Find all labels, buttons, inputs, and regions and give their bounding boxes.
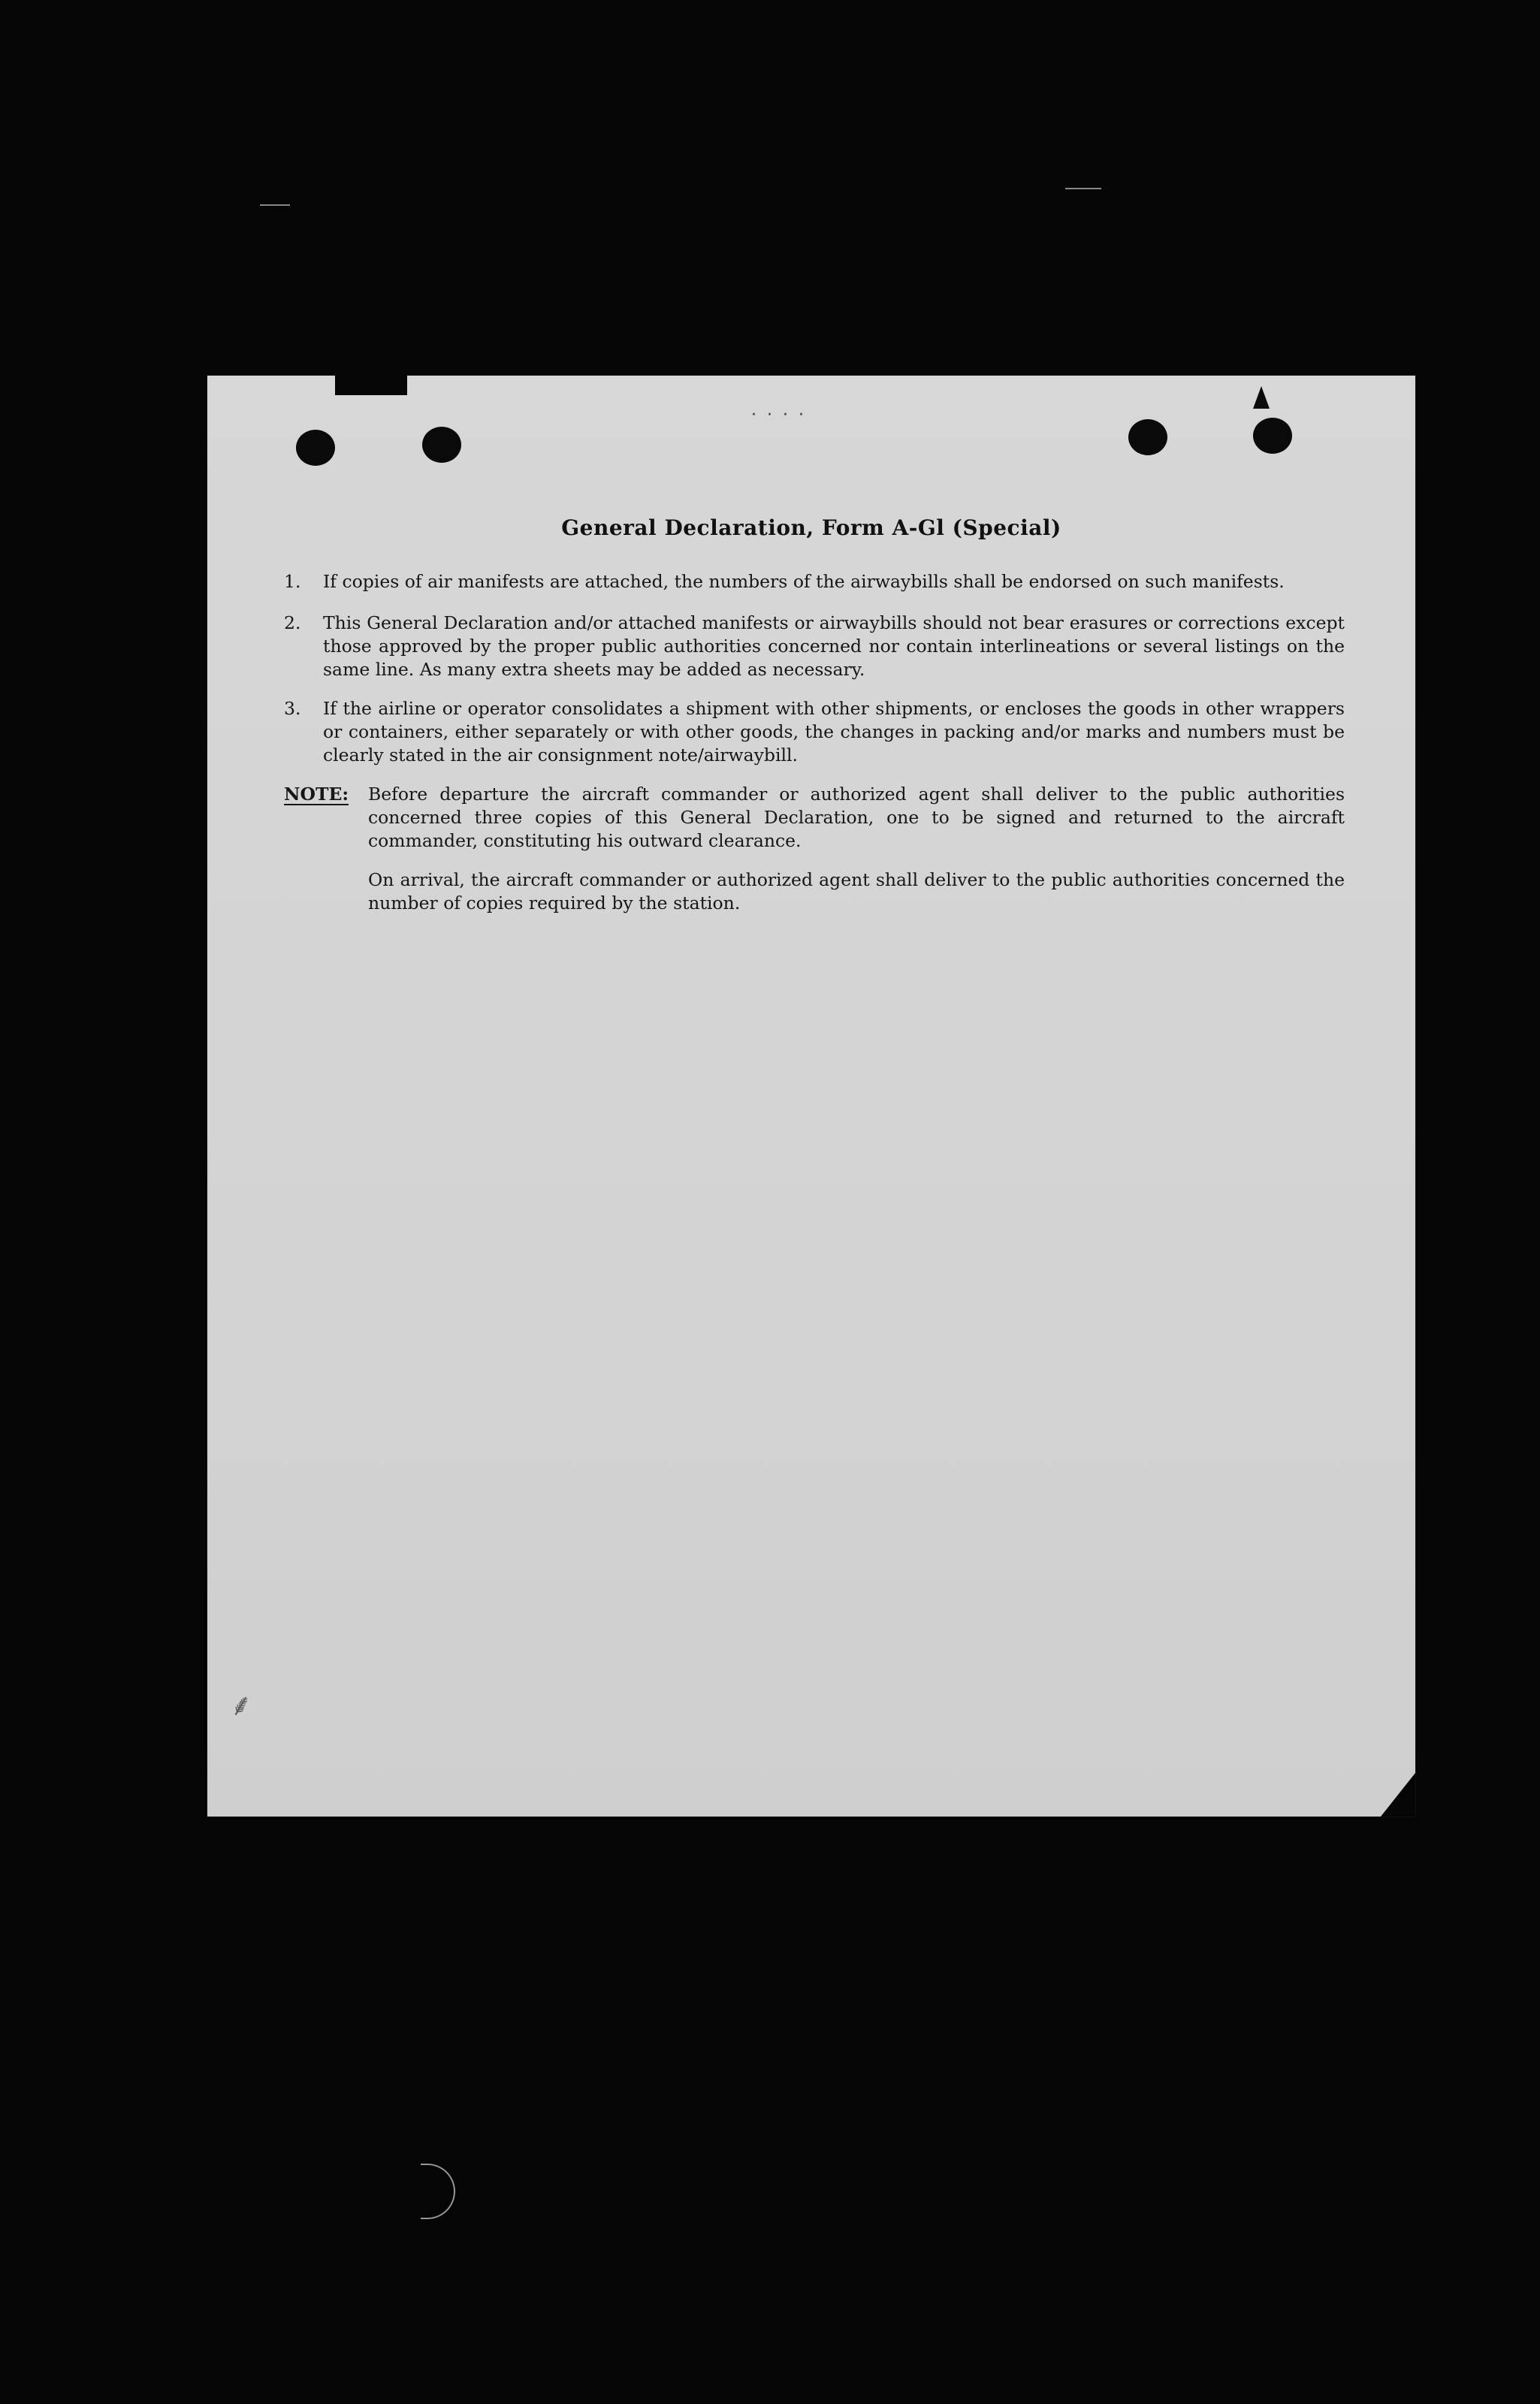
punch-hole — [296, 430, 335, 466]
film-mark — [260, 204, 290, 206]
film-artifact — [421, 2164, 455, 2219]
document-title: General Declaration, Form A-Gl (Special) — [561, 515, 1061, 540]
list-item — [281, 697, 1345, 767]
item-number: 3. — [284, 698, 301, 719]
note-section — [281, 868, 1345, 915]
punch-hole — [422, 427, 461, 463]
list-item — [281, 570, 1345, 593]
note-section — [281, 783, 1345, 853]
note-paragraph: On arrival, the aircraft commander or authorized agent shall deliver to the public authorities concerned the number of copies required by the station. — [368, 869, 1345, 914]
item-text: If the airline or operator consolidates a shipment with other shipments, or encloses the goods in other wrappers or containers, either separately or with other goods, the changes in packing and/or marks and numbers must be clearly stated in the air consignment note/airwaybill. — [323, 698, 1345, 766]
item-text: This General Declaration and/or attached manifests or airwaybills should not bear erasures or corrections except those approved by the proper public authorities concerned nor contain interlineations or several listings on the same line. As many extra sheets may be added as necessary. — [323, 612, 1345, 680]
dot-marks: ···· — [751, 406, 814, 424]
film-mark — [1065, 188, 1101, 189]
folded-corner — [1381, 1773, 1415, 1817]
punch-hole — [1128, 419, 1167, 455]
item-number: 1. — [284, 571, 301, 592]
note-paragraph: Before departure the aircraft commander or authorized agent shall deliver to the public authorities concerned three copies of this General Declaration, one to be signed and returned to the aircraft commander, constituting his outward clearance. — [368, 784, 1345, 851]
ink-smudge: ⸙ — [230, 1688, 252, 1723]
torn-edge — [335, 371, 407, 395]
item-text: If copies of air manifests are attached, the numbers of the airwaybills shall be endorsed on such manifests. — [323, 571, 1285, 592]
punch-hole — [1253, 418, 1292, 454]
item-number: 2. — [284, 612, 301, 633]
list-item — [281, 612, 1345, 681]
note-label: NOTE: — [284, 784, 349, 805]
